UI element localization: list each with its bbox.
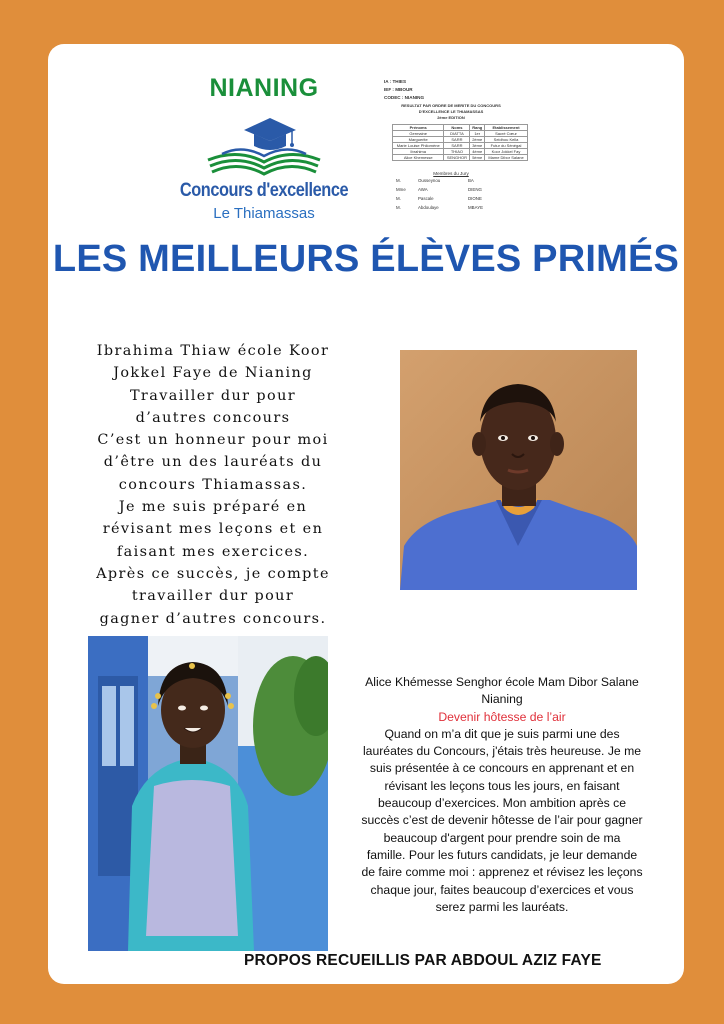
- table-cell: 2ème: [470, 137, 485, 143]
- jury-firstname: Abdoulaye: [418, 205, 439, 210]
- testimony-line: concours Thiamassas.: [118, 476, 308, 493]
- testimony-line: Jokkel Faye de Nianing: [113, 365, 313, 382]
- testimony-line: serez parmi les lauréats.: [435, 899, 569, 914]
- student2-heading: Devenir hôtesse de l’air: [438, 709, 566, 724]
- testimony-line: famille. Pour les futurs candidats, je leur demande: [366, 847, 638, 862]
- jury-lastname: DIONE: [468, 196, 482, 201]
- table-cell: Mame Dibor Salane: [485, 155, 528, 161]
- jury-firstname: AWA: [418, 187, 428, 192]
- column-header: Rang: [470, 125, 485, 131]
- testimony-line: révisant les leçons tous les jours, en faisant: [384, 778, 620, 793]
- testimony-line: beaucoup d'argent pour prendre soin de ma: [383, 830, 621, 845]
- table-row: [393, 149, 528, 155]
- doc-title-line: RESULTAT PAR ORDRE DE MERITE DU CONCOURS: [401, 103, 501, 108]
- testimony-line: Ibrahima Thiaw école Koor: [96, 343, 330, 359]
- table-row: [393, 155, 528, 161]
- jury-civility: M.: [396, 205, 401, 210]
- table-cell: SARR: [444, 137, 470, 143]
- table-cell: Marie Louise Philomène: [393, 143, 444, 149]
- doc-header-line: CODEC : NIANING: [384, 95, 425, 100]
- table-cell: SARR: [444, 143, 470, 149]
- jury-civility: Mme: [396, 187, 406, 192]
- testimony-line: chaque jour, faites beaucoup d’exercices et vous: [370, 882, 634, 897]
- page-title: LES MEILLEURS ÉLÈVES PRIMÉS: [52, 238, 680, 280]
- doc-header-line: IEF : MBOUR: [384, 87, 413, 92]
- table-cell: 4ème: [470, 149, 485, 155]
- student2-testimony: [350, 674, 654, 916]
- testimony-line: faisant mes exercices.: [116, 543, 310, 560]
- student1-testimony: [78, 340, 348, 630]
- testimony-line: Je me suis préparé en: [118, 499, 308, 516]
- doc-title-line: 2ème EDITION: [437, 115, 465, 120]
- logo-subtitle: Concours d'excellence: [179, 180, 349, 201]
- jury-lastname: DIENG: [468, 187, 482, 192]
- jury-title: Membres du Jury: [433, 171, 469, 176]
- results-table: [392, 124, 528, 161]
- testimony-line: Après ce succès, je compte: [96, 565, 330, 582]
- student2-photo: [88, 636, 328, 951]
- table-cell: 3ème: [470, 143, 485, 149]
- table-cell: Marguerite: [393, 137, 444, 143]
- table-row: [393, 137, 528, 143]
- table-cell: 5ème: [470, 155, 485, 161]
- testimony-line: d’autres concours: [135, 409, 291, 426]
- byline: PROPOS RECUEILLIS PAR ABDOUL AZIZ FAYE: [244, 952, 602, 969]
- testimony-line: Quand on m’a dit que je suis parmi une des: [384, 726, 620, 741]
- jury-civility: M.: [396, 196, 401, 201]
- table-cell: Seidhou Kella: [485, 137, 528, 143]
- testimony-line: succès c’est de devenir hôtesse de l’air pour gagner: [361, 813, 643, 828]
- jury-lastname: MBAYE: [468, 205, 484, 210]
- table-cell: Sacré Cœur: [485, 131, 528, 137]
- column-header: Etablissement: [485, 125, 528, 131]
- table-row: [393, 131, 528, 137]
- jury-firstname: Pascale: [418, 196, 434, 201]
- testimony-line: d’être un des lauréats du: [103, 454, 323, 471]
- table-row: [393, 143, 528, 149]
- jury-member: [396, 194, 530, 203]
- testimony-line: lauréates du Concours, j'étais très heureuse. Je me: [362, 744, 642, 759]
- testimony-line: suis présentée à ce concours en apprenant et en: [369, 761, 635, 776]
- table-cell: THIAO: [444, 149, 470, 155]
- jury-member: [396, 203, 530, 212]
- jury-member: [396, 176, 530, 185]
- concours-logo: [162, 68, 366, 230]
- testimony-line: travailler dur pour: [131, 588, 295, 605]
- student2-name-line: Nianing: [481, 692, 523, 707]
- testimony-line: beaucoup d’exercices. Mon ambition après ce: [378, 796, 626, 811]
- results-document: [372, 76, 530, 230]
- logo-tagline: Le Thiamassas: [213, 205, 315, 222]
- column-header: Noms: [444, 125, 470, 131]
- jury-lastname: BA: [468, 178, 474, 183]
- graduation-book-icon: [200, 108, 328, 178]
- testimony-line: révisant mes leçons et en: [102, 521, 324, 538]
- student2-name-line: Alice Khémesse Senghor école Mam Dibor Salane: [365, 675, 639, 689]
- column-header: Prénoms: [393, 125, 444, 131]
- student1-photo: [400, 350, 637, 590]
- testimony-line: C’est un honneur pour moi: [97, 432, 329, 449]
- table-cell: DIATTA: [444, 131, 470, 137]
- table-cell: Alice Khemesse: [393, 155, 444, 161]
- jury-civility: M.: [396, 178, 401, 183]
- table-cell: Germaine: [393, 131, 444, 137]
- table-cell: 1er: [470, 131, 485, 137]
- table-cell: Futur du Sénégal: [485, 143, 528, 149]
- doc-title-line: D'EXCELLENCE LE THIAMASSAS: [418, 109, 484, 114]
- testimony-line: de faire comme moi : apprenez et révisez les leçons: [361, 865, 643, 880]
- table-cell: SENGHOR: [444, 155, 470, 161]
- testimony-line: gagner d’autres concours.: [99, 610, 327, 627]
- jury-firstname: Ousseynou: [418, 178, 441, 183]
- table-header-row: [393, 125, 528, 131]
- jury-member: [396, 185, 530, 194]
- doc-header-line: IA : THIES: [384, 79, 407, 84]
- logo-title: NIANING: [209, 74, 319, 102]
- testimony-line: Travailler dur pour: [129, 387, 297, 404]
- table-cell: Koor Jokkel Fay: [485, 149, 528, 155]
- table-cell: Ibrahima: [393, 149, 444, 155]
